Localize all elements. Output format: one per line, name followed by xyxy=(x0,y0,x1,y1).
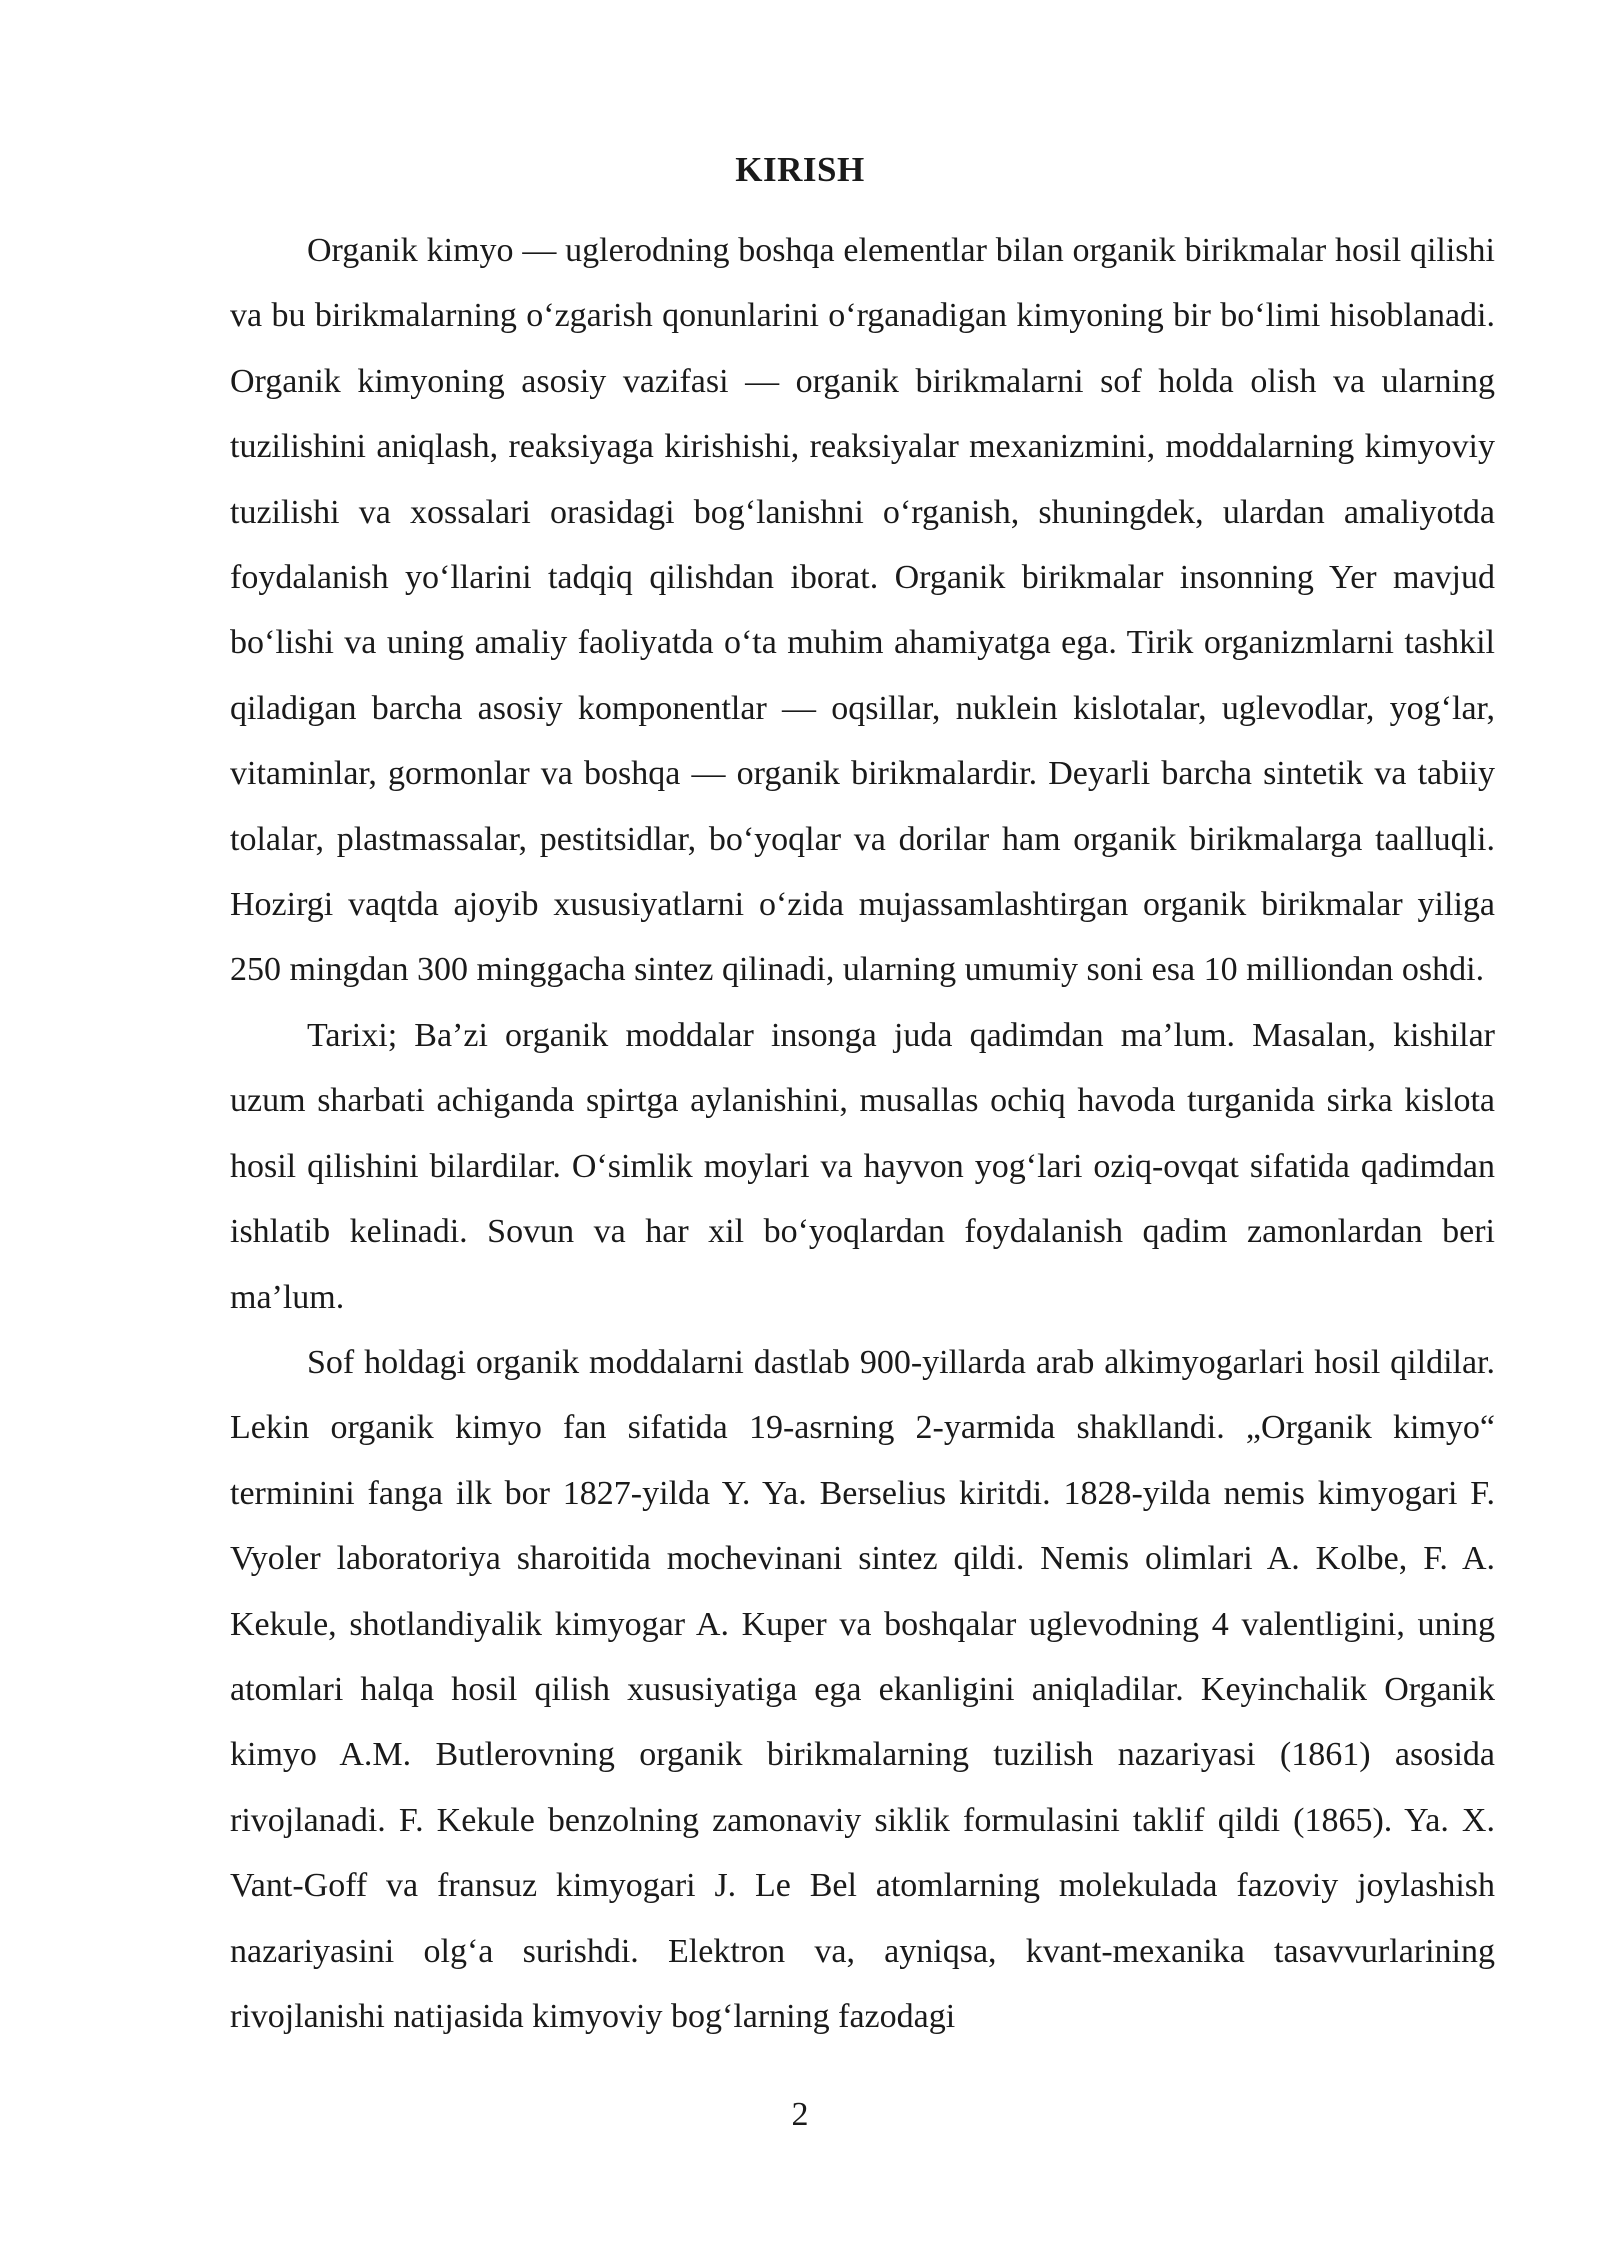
paragraph-development: Sof holdagi organik moddalarni dastlab 900-yillarda arab alkimyogarlari hosil qildilar. Lekin organik kimyo fan sifatida 19-asrning 2-yarmida shakllandi. „Organik kimyo“ terminini fanga ilk bor 1827-yilda Y. Ya. Berselius kiritdi. 1828-yilda nemis kimyogari F. Vyoler laboratoriya sharoitida mochevinani sintez qildi. Nemis olimlari A. Kolbe, F. A. Kekule, shotlandiyalik kimyogar A. Kuper va boshqalar uglevodning 4 valentligini, uning atomlari halqa hosil qilish xususiyatiga ega ekanligini aniqladilar. Keyinchalik Organik kimyo A.M. Butlerovning organik birikmalarning tuzilish nazariyasi (1861) asosida rivojlanadi. F. Kekule benzolning zamonaviy siklik formulasini taklif qildi (1865). Ya. X. Vant-Goff va fransuz kimyogari J. Le Bel atomlarning molekulada fazoviy joylashish nazariyasini olgʻa surishdi. Elektron va, ayniqsa, kvant-mexanika tasavvurlarining rivojlanishi natijasida kimyoviy bogʻlarning fazodagi xyxy=(230,1343,1495,2035)
page-title: KIRISH xyxy=(735,150,865,189)
paragraph-intro: Organik kimyo — uglerodning boshqa elementlar bilan organik birikmalar hosil qilishi va bu birikmalarning oʻzgarish qonunlarini oʻrganadigan kimyoning bir boʻlimi hisoblanadi. Organik kimyoning asosiy vazifasi — organik birikmalarni sof holda olish va ularning tuzilishini aniqlash, reaksiyaga kirishishi, reaksiyalar mexanizmini, moddalarning kimyoviy tuzilishi va xossalari orasidagi bogʻlanishni oʻrganish, shuningdek, ulardan amaliyotda foydalanish yoʻllarini tadqiq qilishdan iborat. Organik birikmalar insonning Yer mavjud boʻlishi va uning amaliy faoliyatda oʻta muhim ahamiyatga ega. Tirik organizmlarni tashkil qiladigan barcha asosiy komponentlar — oqsillar, nuklein kislotalar, uglevodlar, yogʻlar, vitaminlar, gormonlar va boshqa — organik birikmalardir. Deyarli barcha sintetik va tabiiy tolalar, plastmassalar, pestitsidlar, boʻyoqlar va dorilar ham organik birikmalarga taalluqli. Hozirgi vaqtda ajoyib xususiyatlarni oʻzida mujassamlashtirgan organik birikmalar yiliga 250 mingdan 300 minggacha sintez qilinadi, ularning umumiy soni esa 10 milliondan oshdi. xyxy=(230,232,1495,989)
page-number: 2 xyxy=(791,2096,809,2133)
body-text xyxy=(230,218,1495,2049)
paragraph-history: Tarixi; Ba’zi organik moddalar insonga juda qadimdan ma’lum. Masalan, kishilar uzum sharbati achiganda spirtga aylanishini, musallas ochiq havoda turganida sirka kislota hosil qilishini bilardilar. Oʻsimlik moylari va hayvon yogʻlari oziq-ovqat sifatida qadimdan ishlatib kelinadi. Sovun va har xil boʻyoqlardan foydalanish qadim zamonlardan beri ma’lum. xyxy=(230,1016,1495,1316)
